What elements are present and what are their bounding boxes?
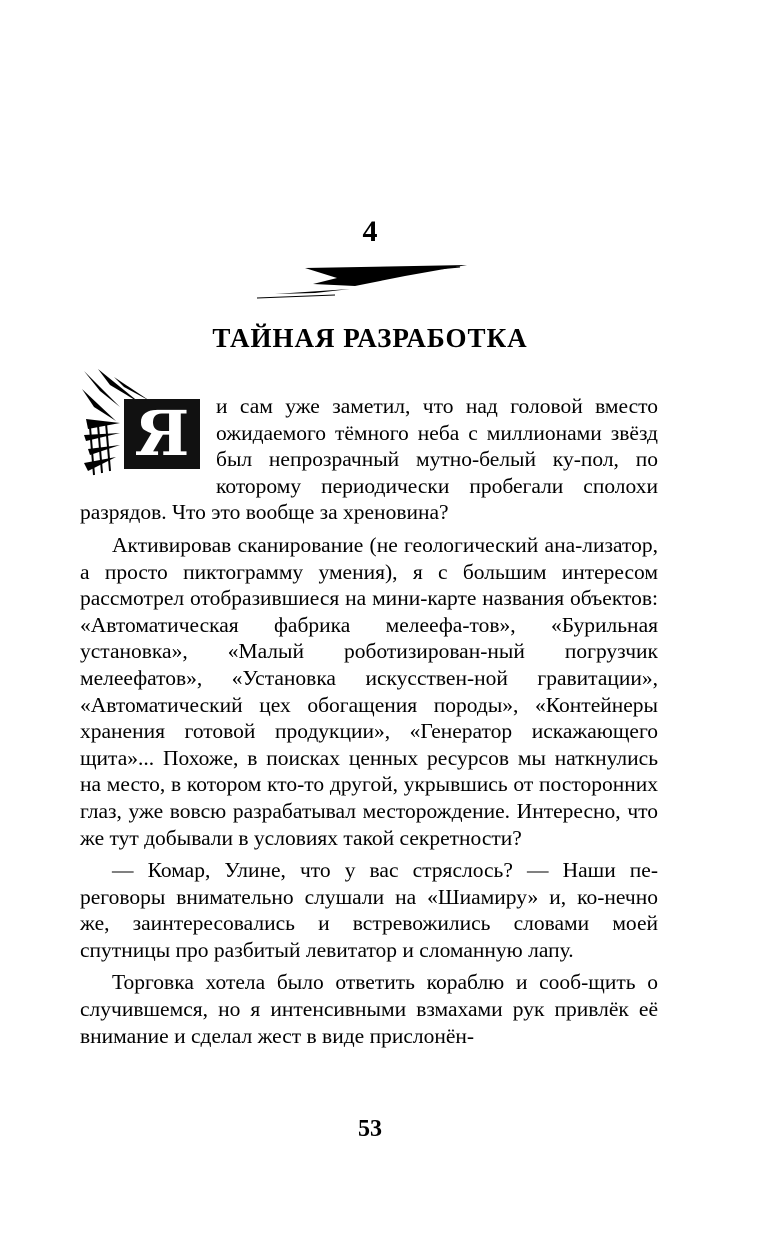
paragraph-3: — Комар, Улине, что у вас стряслось? — Наши пе-реговоры внимательно слушали на «Шиамиру» и, ко-нечно же, заинтересовались и встревожились словами моей спутницы про разбитый левитатор и сломанную лапу. xyxy=(80,858,658,962)
paragraph-1: и сам уже заметил, что над головой вместо ожидаемого тёмного неба с миллионами звёзд был непрозрачный мутно-белый ку-пол, по которому периодически пробегали сполохи разрядов. Что это вообще за хреновина? xyxy=(80,394,658,525)
paragraph-4: Торговка хотела было ответить кораблю и сооб-щить о случившемся, но я интенсивными взмахами рук привлёк её внимание и сделал жест в виде прислонён- xyxy=(80,970,658,1048)
paragraph-2: Активировав сканирование (не геологический ана-лизатор, а просто пиктограмму умения), я с большим интересом рассмотрел отобразившиеся на мини-карте названия объектов: «Автоматическая фабрика мелеефа-тов», «Бурильная установка», «Малый роботизирован-ный погрузчик мелеефатов», «Установка искусствен-ной гравитации», «Автоматический цех обогащения породы», «Контейнеры хранения готовой продукции», «Генератор искажающего щита»... Похоже, в поисках ценных ресурсов мы наткнулись на место, в котором кто-то другой, укрывшись от посторонних глаз, уже вовсю разрабатывал месторождение. Интересно, что же тут добывали в условиях такой секретности? xyxy=(80,532,658,850)
chapter-title: ТАЙНАЯ РАЗРАБОТКА xyxy=(212,323,528,353)
body-text xyxy=(80,393,658,1055)
drop-cap-letter: Я xyxy=(124,399,200,469)
chapter-number: 4 xyxy=(362,215,378,248)
drop-cap xyxy=(80,395,208,475)
chapter-ornament-icon xyxy=(255,256,475,300)
page-number: 53 xyxy=(358,1116,382,1142)
